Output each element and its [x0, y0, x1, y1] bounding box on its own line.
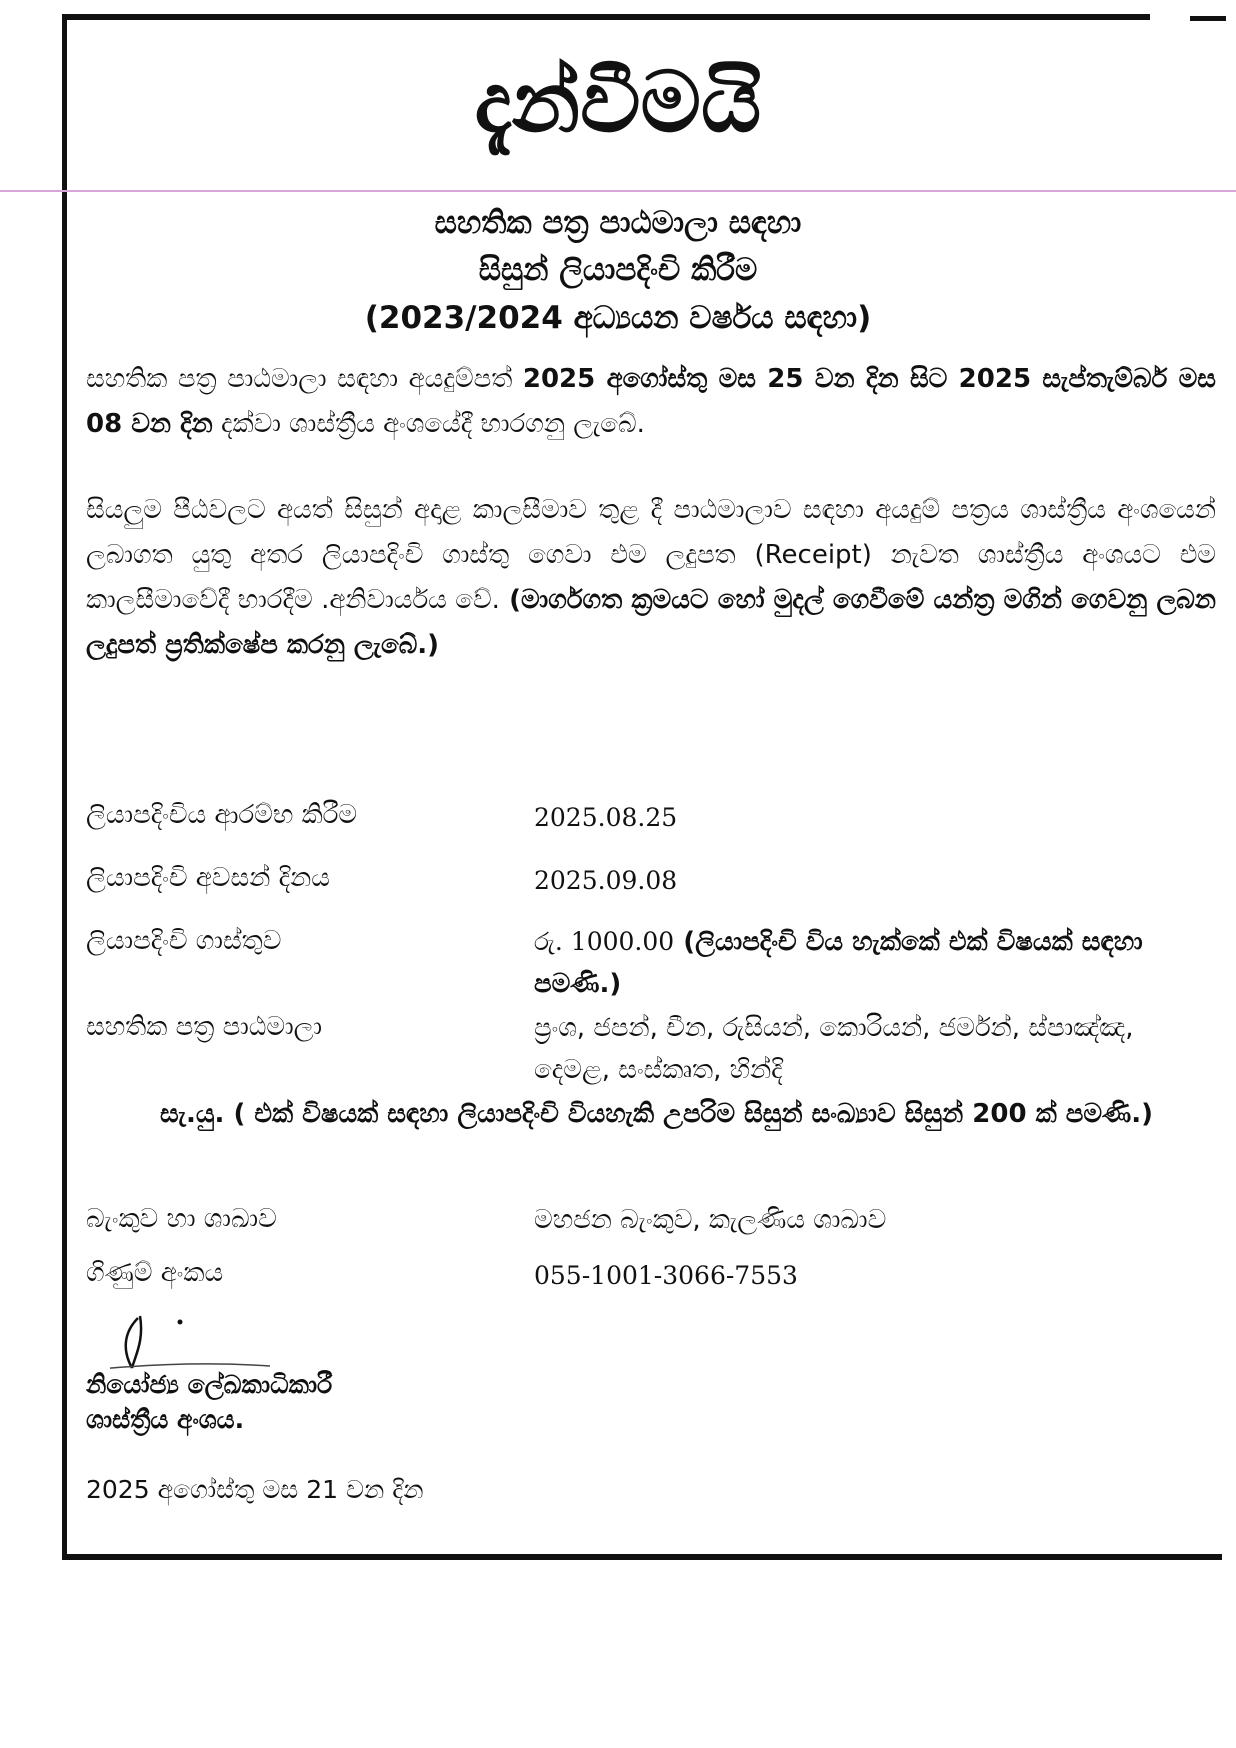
start-date-label: ලියාපදිංචිය ආරම්භ කිරීම — [86, 800, 358, 830]
bank-label: බැංකුව හා ශාඛාව — [86, 1204, 277, 1234]
courses-label: සහතික පත්‍ර පාඨමාලා — [86, 1012, 323, 1042]
paragraph-instructions — [86, 488, 1216, 668]
frame-left-border — [62, 14, 67, 1559]
notice-title: දැන්වීමයි — [474, 52, 762, 151]
bank-value: මහජන බැංකුව, කැලණිය ශාඛාව — [534, 1205, 887, 1235]
notice-date: 2025 අගෝස්තු මස 21 වන දින — [86, 1475, 424, 1504]
fee-label: ලියාපදිංචි ගාස්තුව — [86, 926, 282, 956]
frame-top-border — [62, 14, 1150, 20]
para1-text-end: දක්වා ශාස්ත්‍රීය අංශයේදී භාරගනු ලැබේ. — [212, 408, 645, 439]
note-max-students: සැ.යු. ( එක් විෂයක් සඳහා ලියාපදිංචි වියහැකි උපරිම සිසුන් සංඛ්‍යාව සිසුන් 200 ක් පමණි.) — [160, 1099, 1154, 1129]
scan-line — [0, 190, 1236, 192]
heading-line-2: සිසුන් ලියාපදිංචි කිරීම — [478, 252, 758, 288]
end-date-label: ලියාපදිංචි අවසන් දිනය — [86, 863, 330, 893]
fee-note: (ලියාපදිංචි විය හැක්කේ එක් විෂයක් සඳහා පමණි.) — [534, 927, 1143, 999]
heading-line-3: (2023/2024 අධ්‍යයන වර්ෂය සඳහා) — [364, 300, 872, 336]
signatory-department: ශාස්ත්‍රීය අංශය. — [86, 1405, 245, 1434]
fee-value — [534, 922, 1214, 1005]
signatory-title: නියෝජ්‍ය ලේඛකාධිකාරී — [86, 1370, 333, 1399]
para1-text-start: සහතික පත්‍ර පාඨමාලා සඳහා අයදුම්පත් — [86, 364, 523, 394]
paragraph-application-period — [86, 357, 1216, 447]
para2-bold-warning: (මාර්ගගත ක්‍රමයට හෝ මුදල් ගෙවීමේ යන්ත්‍ර මගින් ගෙවනු ලබන ලදුපත් ප්‍රතික්ෂේප කරනු ලැබේ.) — [86, 584, 1216, 660]
courses-value: ප්‍රංශ, ජපන්, චීන, රුසියන්, කොරියන්, ජර්මන්, ස්පාඤ්ඤ, දෙමළ, සංස්කෘත, හින්දි — [534, 1013, 1134, 1085]
heading-line-1: සහතික පත්‍ර පාඨමාලා සඳහා — [434, 205, 802, 241]
account-label: ගිණුම් අංකය — [86, 1258, 224, 1288]
para1-dates-bold: 2025 අගෝස්තු මස 25 වන දින සිට 2025 සැප්තැම්බර් මස 08 වන දින — [86, 364, 1217, 439]
frame-bottom-border — [62, 1554, 1222, 1560]
para2-text: සියලුම පීඨවලට අයත් සිසුන් අදාළ කාලසීමාව තුළ දී පාඨමාලාව සඳහා අයදුම් පත්‍රය ශාස්ත්‍රීය අංශයෙන් ලබාගත යුතු අතර ලියාපදිංචි ගාස්තු ගෙවා එම ලදුපත (Receipt) නැවත ශාස්ත්‍රීය අංශයට එම කාලසීමාවේදී භාරදීම .අනිවාර්යය වේ. — [86, 495, 1216, 615]
start-date-value: 2025.08.25 — [534, 803, 678, 832]
end-date-value: 2025.09.08 — [534, 866, 678, 895]
frame-top-right-mark — [1190, 16, 1226, 21]
account-value: 055-1001-3066-7553 — [534, 1261, 798, 1290]
fee-amount: රු. 1000.00 — [534, 927, 675, 956]
